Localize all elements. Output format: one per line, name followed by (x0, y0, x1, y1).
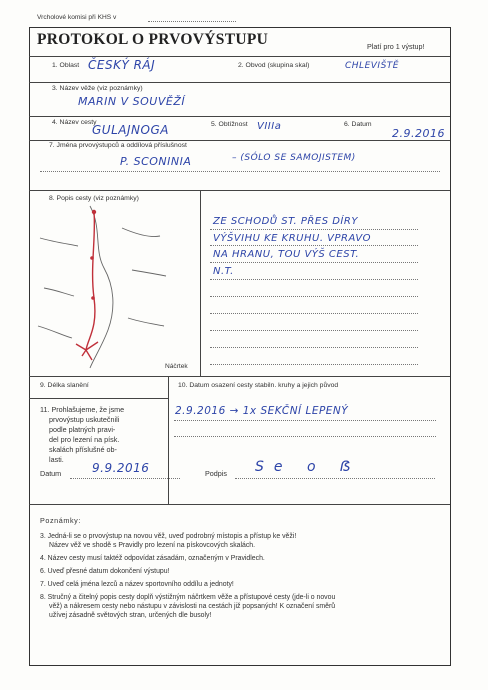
popis-label: 8. Popis cesty (viz poznámky) (49, 195, 139, 202)
obvod-label: 2. Obvod (skupina skal) (238, 62, 310, 69)
prohlaseni-line-4: del pro lezení na písk. (49, 435, 120, 444)
cesta-value: GULAJNOGA (92, 123, 169, 137)
valid-note: Platí pro 1 výstup! (367, 42, 425, 51)
note-item: 8. Stručný a čitelný popis cesty doplň výstižným náčrtkem věže a přístupové cesty (jde-li o novou (40, 594, 336, 601)
obtiznost-label: 5. Obtížnost (211, 121, 248, 128)
note-item: 6. Uveď přesné datum dokončení výstupu! (40, 568, 170, 575)
commission-line (148, 21, 236, 22)
slaneni-label: 9. Délka slanění (40, 382, 89, 389)
datum-label: 6. Datum (344, 121, 372, 128)
popis-line-1: ZE SCHODŮ ST. PŘES DÍRY (213, 216, 358, 227)
popis-line-2: VÝŠVIHU KE KRUHU. VPRAVO (213, 232, 372, 244)
cesta-label: 4. Název cesty (52, 119, 97, 126)
form-title: PROTOKOL O PRVOVÝSTUPU (37, 31, 269, 48)
jmena-note: – (SÓLO SE SAMOJISTEM) (232, 153, 356, 163)
note-item: užívej zásadně světových stran, určených dle busoly! (49, 612, 212, 619)
osazeni-value: 2.9.2016 → 1x SEKČNÍ LEPENÝ (175, 405, 349, 417)
obtiznost-value: VIIIa (257, 121, 282, 132)
popis-text (213, 214, 433, 280)
prohlaseni-text (40, 405, 124, 465)
jmena-label: 7. Jména prvovýstupců a oddílová příslušnost (49, 142, 187, 149)
route-sketch (32, 198, 197, 373)
datum-sign-value: 9.9.2016 (92, 461, 150, 475)
prohlaseni-line-1: 11. Prohlašujeme, že jsme (40, 405, 125, 414)
prohlaseni-line-2: prvovýstup uskutečnili (49, 415, 120, 424)
commission-prefix: Vrcholové komisi při KHS v (37, 14, 117, 21)
vez-label: 3. Název věže (viz poznámky) (52, 85, 143, 92)
note-item: Název věž ve shodě s Pravidly pro lezení na pískovcových skalách. (49, 542, 256, 549)
vez-value: MARIN V SOUVĚŽÍ (78, 95, 186, 108)
notes-list (40, 532, 445, 620)
podpis-value: Se o ẞ (255, 459, 361, 475)
note-item: věž) a nákresem cesty nebo nástupu v závislosti na cestách již popsaných! K označení směrů (49, 603, 336, 610)
obvod-value: CHLEVIŠTĚ (345, 61, 399, 71)
datum-value: 2.9.2016 (392, 127, 445, 140)
podpis-label: Podpis (205, 469, 227, 478)
datum-sign-label: Datum (40, 469, 62, 478)
nacrtek-label: Náčrtek (165, 363, 188, 370)
oblast-label: 1. Oblast (52, 62, 80, 69)
prohlaseni-line-5: skalách příslušné ob- (49, 445, 117, 454)
popis-line-4: N.T. (213, 265, 234, 277)
note-item: 3. Jedná-li se o prvovýstup na novou věž, uveď podrobný místopis a přístup ke věži! (40, 533, 297, 540)
jmena-value: P. SCONINIA (120, 155, 192, 168)
popis-line-3: NA HRANU, TOU VÝŠ CEST. (213, 249, 360, 260)
note-item: 7. Uveď celá jména lezců a název sportovního oddílu a jednoty! (40, 581, 234, 588)
osazeni-label: 10. Datum osazení cesty stabiln. kruhy a jejich původ (178, 382, 339, 389)
oblast-value: ČESKÝ RÁJ (88, 58, 156, 72)
note-item: 4. Název cesty musí taktéž odpovídat zásadám, označeným v Pravidlech. (40, 555, 265, 562)
prohlaseni-line-6: lasti. (49, 455, 64, 464)
prohlaseni-line-3: podle platných pravi- (49, 425, 116, 434)
notes-heading: Poznámky: (40, 516, 81, 525)
